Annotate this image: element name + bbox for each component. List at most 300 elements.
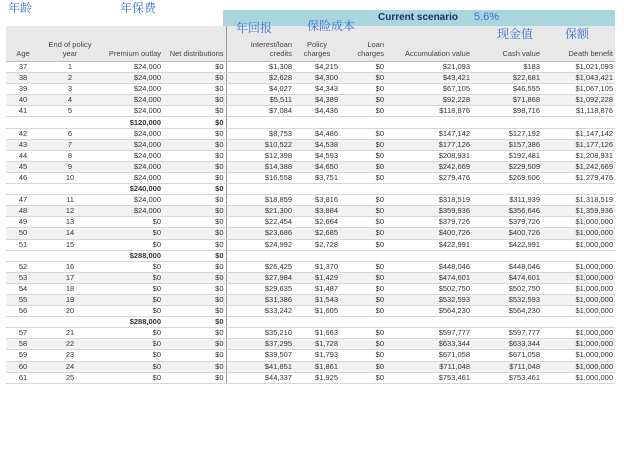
premium-outlay-cell: $0 xyxy=(100,228,163,239)
annotation-cash-value: 现金值 xyxy=(497,27,534,41)
cash-value-cell: $311,939 xyxy=(472,195,542,206)
death-benefit-cell: $1,000,000 xyxy=(542,361,615,372)
cash-value-cell: $183 xyxy=(472,62,542,73)
table-row xyxy=(6,283,615,294)
annotation-interest: 年回报 xyxy=(236,21,273,35)
policy-charges-cell: $4,486 xyxy=(294,128,340,139)
col-header-interest-credits: Interest/loan credits xyxy=(226,26,294,62)
age-cell xyxy=(6,184,40,195)
accumulation-value-cell: $448,046 xyxy=(386,261,472,272)
age-cell: 48 xyxy=(6,206,40,217)
annotation-death-benefit: 保额 xyxy=(565,27,590,41)
net-distributions-cell: $0 xyxy=(163,139,226,150)
accumulation-value-cell: $379,726 xyxy=(386,217,472,228)
policy-year-cell: 2 xyxy=(40,73,100,84)
policy-charges-cell: $2,664 xyxy=(294,217,340,228)
policy-year-cell xyxy=(40,117,100,128)
table-row xyxy=(6,95,615,106)
col-header-cash-value: Cash value xyxy=(472,26,542,62)
interest-credits-cell: $39,507 xyxy=(226,350,294,361)
accumulation-value-cell: $671,058 xyxy=(386,350,472,361)
table-row xyxy=(6,161,615,172)
policy-charges-cell xyxy=(294,317,340,328)
accumulation-value-cell: $67,105 xyxy=(386,84,472,95)
net-distributions-cell: $0 xyxy=(163,217,226,228)
death-benefit-cell: $1,208,931 xyxy=(542,150,615,161)
interest-credits-cell: $7,084 xyxy=(226,106,294,117)
age-cell: 39 xyxy=(6,84,40,95)
policy-charges-cell: $1,370 xyxy=(294,261,340,272)
policy-year-cell: 9 xyxy=(40,161,100,172)
death-benefit-cell: $1,000,000 xyxy=(542,261,615,272)
policy-year-cell xyxy=(40,184,100,195)
policy-charges-cell: $1,543 xyxy=(294,294,340,305)
net-distributions-cell: $0 xyxy=(163,328,226,339)
cash-value-cell: $753,461 xyxy=(472,372,542,383)
death-benefit-cell xyxy=(542,117,615,128)
premium-outlay-cell: $24,000 xyxy=(100,172,163,183)
net-distributions-cell: $0 xyxy=(163,250,226,261)
death-benefit-cell xyxy=(542,184,615,195)
death-benefit-cell: $1,000,000 xyxy=(542,228,615,239)
net-distributions-cell: $0 xyxy=(163,339,226,350)
cash-value-cell: $192,481 xyxy=(472,150,542,161)
loan-charges-cell: $0 xyxy=(340,195,386,206)
net-distributions-cell: $0 xyxy=(163,117,226,128)
net-distributions-cell: $0 xyxy=(163,73,226,84)
loan-charges-cell: $0 xyxy=(340,361,386,372)
policy-charges-cell xyxy=(294,117,340,128)
loan-charges-cell xyxy=(340,117,386,128)
accumulation-value-cell: $92,228 xyxy=(386,95,472,106)
death-benefit-cell: $1,147,142 xyxy=(542,128,615,139)
premium-outlay-cell: $24,000 xyxy=(100,161,163,172)
death-benefit-cell xyxy=(542,317,615,328)
premium-outlay-cell: $0 xyxy=(100,306,163,317)
loan-charges-cell: $0 xyxy=(340,261,386,272)
net-distributions-cell: $0 xyxy=(163,272,226,283)
net-distributions-cell: $0 xyxy=(163,283,226,294)
policy-year-cell: 24 xyxy=(40,361,100,372)
net-distributions-cell: $0 xyxy=(163,372,226,383)
table-header-row xyxy=(6,26,615,62)
scenario-title: Current scenario xyxy=(378,12,459,23)
policy-year-cell: 5 xyxy=(40,106,100,117)
loan-charges-cell xyxy=(340,317,386,328)
age-cell: 50 xyxy=(6,228,40,239)
loan-charges-cell: $0 xyxy=(340,150,386,161)
loan-charges-cell: $0 xyxy=(340,161,386,172)
net-distributions-cell: $0 xyxy=(163,128,226,139)
loan-charges-cell: $0 xyxy=(340,283,386,294)
policy-year-cell: 22 xyxy=(40,339,100,350)
col-header-policy-charges: Policy charges xyxy=(294,26,340,62)
loan-charges-cell: $0 xyxy=(340,139,386,150)
loan-charges-cell: $0 xyxy=(340,73,386,84)
cash-value-cell: $127,192 xyxy=(472,128,542,139)
table-row xyxy=(6,217,615,228)
interest-credits-cell xyxy=(226,317,294,328)
cash-value-cell: $98,716 xyxy=(472,106,542,117)
loan-charges-cell: $0 xyxy=(340,62,386,73)
cash-value-cell: $157,386 xyxy=(472,139,542,150)
accumulation-value-cell xyxy=(386,250,472,261)
interest-credits-cell: $5,511 xyxy=(226,95,294,106)
loan-charges-cell: $0 xyxy=(340,206,386,217)
table-row xyxy=(6,106,615,117)
cash-value-cell: $597,777 xyxy=(472,328,542,339)
table-row xyxy=(6,272,615,283)
subtotal-row xyxy=(6,184,615,195)
policy-year-cell: 21 xyxy=(40,328,100,339)
interest-credits-cell: $33,242 xyxy=(226,306,294,317)
accumulation-value-cell: $177,126 xyxy=(386,139,472,150)
interest-credits-cell: $10,522 xyxy=(226,139,294,150)
policy-charges-cell: $1,861 xyxy=(294,361,340,372)
table-row xyxy=(6,261,615,272)
accumulation-value-cell: $597,777 xyxy=(386,328,472,339)
premium-outlay-cell: $24,000 xyxy=(100,206,163,217)
net-distributions-cell: $0 xyxy=(163,195,226,206)
cash-value-cell: $633,344 xyxy=(472,339,542,350)
premium-outlay-cell: $0 xyxy=(100,217,163,228)
interest-credits-cell: $31,386 xyxy=(226,294,294,305)
policy-year-cell: 12 xyxy=(40,206,100,217)
age-cell: 57 xyxy=(6,328,40,339)
premium-outlay-cell: $288,000 xyxy=(100,250,163,261)
interest-credits-cell: $23,686 xyxy=(226,228,294,239)
policy-charges-cell: $3,751 xyxy=(294,172,340,183)
cash-value-cell: $356,646 xyxy=(472,206,542,217)
loan-charges-cell: $0 xyxy=(340,328,386,339)
policy-charges-cell: $3,884 xyxy=(294,206,340,217)
policy-charges-cell: $4,389 xyxy=(294,95,340,106)
policy-year-cell: 17 xyxy=(40,272,100,283)
policy-charges-cell xyxy=(294,250,340,261)
cash-value-cell: $448,046 xyxy=(472,261,542,272)
interest-credits-cell: $44,337 xyxy=(226,372,294,383)
loan-charges-cell: $0 xyxy=(340,294,386,305)
table-row xyxy=(6,239,615,250)
accumulation-value-cell: $532,593 xyxy=(386,294,472,305)
age-cell xyxy=(6,117,40,128)
premium-outlay-cell: $24,000 xyxy=(100,128,163,139)
interest-credits-cell: $1,308 xyxy=(226,62,294,73)
death-benefit-cell: $1,118,876 xyxy=(542,106,615,117)
table-row xyxy=(6,350,615,361)
accumulation-value-cell: $43,421 xyxy=(386,73,472,84)
loan-charges-cell: $0 xyxy=(340,239,386,250)
policy-charges-cell: $1,663 xyxy=(294,328,340,339)
accumulation-value-cell: $564,230 xyxy=(386,306,472,317)
death-benefit-cell: $1,000,000 xyxy=(542,328,615,339)
cash-value-cell: $229,509 xyxy=(472,161,542,172)
policy-year-cell: 25 xyxy=(40,372,100,383)
premium-outlay-cell: $0 xyxy=(100,339,163,350)
cash-value-cell: $502,750 xyxy=(472,283,542,294)
age-cell: 38 xyxy=(6,73,40,84)
subtotal-row xyxy=(6,117,615,128)
accumulation-value-cell xyxy=(386,117,472,128)
table-row xyxy=(6,361,615,372)
death-benefit-cell: $1,000,000 xyxy=(542,350,615,361)
policy-charges-cell: $1,728 xyxy=(294,339,340,350)
premium-outlay-cell: $24,000 xyxy=(100,139,163,150)
col-header-policy-year: End of policy year xyxy=(40,26,100,62)
policy-year-cell: 3 xyxy=(40,84,100,95)
policy-charges-cell: $4,343 xyxy=(294,84,340,95)
col-header-death-benefit: Death benefit xyxy=(542,26,615,62)
table-row xyxy=(6,84,615,95)
death-benefit-cell xyxy=(542,250,615,261)
accumulation-value-cell: $118,876 xyxy=(386,106,472,117)
premium-outlay-cell: $24,000 xyxy=(100,150,163,161)
premium-outlay-cell: $0 xyxy=(100,361,163,372)
scenario-rate: 5.6% xyxy=(474,11,500,23)
interest-credits-cell xyxy=(226,117,294,128)
policy-year-cell: 10 xyxy=(40,172,100,183)
policy-year-cell: 14 xyxy=(40,228,100,239)
table-row xyxy=(6,228,615,239)
net-distributions-cell: $0 xyxy=(163,150,226,161)
policy-charges-cell: $3,816 xyxy=(294,195,340,206)
interest-credits-cell: $41,851 xyxy=(226,361,294,372)
cash-value-cell: $269,606 xyxy=(472,172,542,183)
age-cell: 43 xyxy=(6,139,40,150)
interest-credits-cell: $21,300 xyxy=(226,206,294,217)
cash-value-cell xyxy=(472,317,542,328)
death-benefit-cell: $1,000,000 xyxy=(542,217,615,228)
accumulation-value-cell: $400,726 xyxy=(386,228,472,239)
interest-credits-cell: $29,635 xyxy=(226,283,294,294)
accumulation-value-cell: $147,142 xyxy=(386,128,472,139)
cash-value-cell: $71,868 xyxy=(472,95,542,106)
death-benefit-cell: $1,021,093 xyxy=(542,62,615,73)
interest-credits-cell: $27,984 xyxy=(226,272,294,283)
policy-year-cell: 15 xyxy=(40,239,100,250)
net-distributions-cell: $0 xyxy=(163,206,226,217)
policy-charges-cell: $4,300 xyxy=(294,73,340,84)
premium-outlay-cell: $0 xyxy=(100,261,163,272)
premium-outlay-cell: $288,000 xyxy=(100,317,163,328)
premium-outlay-cell: $120,000 xyxy=(100,117,163,128)
cash-value-cell xyxy=(472,184,542,195)
policy-charges-cell: $4,436 xyxy=(294,106,340,117)
accumulation-value-cell: $242,669 xyxy=(386,161,472,172)
policy-charges-cell: $1,925 xyxy=(294,372,340,383)
annotation-charges: 保险成本 xyxy=(307,19,356,33)
age-cell: 44 xyxy=(6,150,40,161)
death-benefit-cell: $1,000,000 xyxy=(542,372,615,383)
net-distributions-cell: $0 xyxy=(163,317,226,328)
policy-charges-cell: $4,538 xyxy=(294,139,340,150)
net-distributions-cell: $0 xyxy=(163,361,226,372)
interest-credits-cell: $2,628 xyxy=(226,73,294,84)
loan-charges-cell: $0 xyxy=(340,106,386,117)
death-benefit-cell: $1,177,126 xyxy=(542,139,615,150)
net-distributions-cell: $0 xyxy=(163,106,226,117)
col-header-loan-charges: Loan charges xyxy=(340,26,386,62)
scenario-header-band xyxy=(223,10,615,26)
subtotal-row xyxy=(6,317,615,328)
premium-outlay-cell: $0 xyxy=(100,272,163,283)
premium-outlay-cell: $0 xyxy=(100,239,163,250)
table-row xyxy=(6,139,615,150)
policy-year-cell: 19 xyxy=(40,294,100,305)
age-cell: 40 xyxy=(6,95,40,106)
subtotal-row xyxy=(6,250,615,261)
loan-charges-cell: $0 xyxy=(340,350,386,361)
policy-year-cell: 1 xyxy=(40,62,100,73)
accumulation-value-cell: $474,601 xyxy=(386,272,472,283)
cash-value-cell: $46,555 xyxy=(472,84,542,95)
age-cell: 61 xyxy=(6,372,40,383)
policy-charges-cell: $1,605 xyxy=(294,306,340,317)
age-cell: 47 xyxy=(6,195,40,206)
premium-outlay-cell: $24,000 xyxy=(100,95,163,106)
loan-charges-cell: $0 xyxy=(340,172,386,183)
death-benefit-cell: $1,000,000 xyxy=(542,272,615,283)
interest-credits-cell: $12,398 xyxy=(226,150,294,161)
death-benefit-cell: $1,000,000 xyxy=(542,339,615,350)
policy-year-cell: 8 xyxy=(40,150,100,161)
table-row xyxy=(6,206,615,217)
age-cell: 60 xyxy=(6,361,40,372)
loan-charges-cell: $0 xyxy=(340,128,386,139)
policy-charges-cell: $4,215 xyxy=(294,62,340,73)
premium-outlay-cell: $24,000 xyxy=(100,62,163,73)
death-benefit-cell: $1,279,476 xyxy=(542,172,615,183)
policy-year-cell: 18 xyxy=(40,283,100,294)
death-benefit-cell: $1,000,000 xyxy=(542,306,615,317)
accumulation-value-cell: $359,936 xyxy=(386,206,472,217)
policy-year-cell: 7 xyxy=(40,139,100,150)
table-row xyxy=(6,294,615,305)
policy-year-cell xyxy=(40,317,100,328)
premium-outlay-cell: $24,000 xyxy=(100,195,163,206)
accumulation-value-cell: $633,344 xyxy=(386,339,472,350)
premium-outlay-cell: $0 xyxy=(100,294,163,305)
death-benefit-cell: $1,092,228 xyxy=(542,95,615,106)
interest-credits-cell: $14,388 xyxy=(226,161,294,172)
policy-charges-cell: $1,487 xyxy=(294,283,340,294)
age-cell: 56 xyxy=(6,306,40,317)
premium-outlay-cell: $24,000 xyxy=(100,73,163,84)
premium-outlay-cell: $0 xyxy=(100,283,163,294)
policy-charges-cell: $2,685 xyxy=(294,228,340,239)
col-header-age: Age xyxy=(6,26,40,62)
premium-outlay-cell: $240,000 xyxy=(100,184,163,195)
loan-charges-cell: $0 xyxy=(340,84,386,95)
accumulation-value-cell: $21,093 xyxy=(386,62,472,73)
death-benefit-cell: $1,000,000 xyxy=(542,239,615,250)
loan-charges-cell: $0 xyxy=(340,95,386,106)
age-cell: 45 xyxy=(6,161,40,172)
policy-year-cell: 6 xyxy=(40,128,100,139)
table-row xyxy=(6,306,615,317)
death-benefit-cell: $1,242,669 xyxy=(542,161,615,172)
net-distributions-cell: $0 xyxy=(163,84,226,95)
death-benefit-cell: $1,043,421 xyxy=(542,73,615,84)
loan-charges-cell: $0 xyxy=(340,339,386,350)
net-distributions-cell: $0 xyxy=(163,239,226,250)
net-distributions-cell: $0 xyxy=(163,95,226,106)
table-row xyxy=(6,172,615,183)
age-cell: 41 xyxy=(6,106,40,117)
premium-outlay-cell: $24,000 xyxy=(100,84,163,95)
interest-credits-cell: $35,210 xyxy=(226,328,294,339)
accumulation-value-cell: $208,931 xyxy=(386,150,472,161)
cash-value-cell: $422,991 xyxy=(472,239,542,250)
cash-value-cell: $564,230 xyxy=(472,306,542,317)
table-row xyxy=(6,73,615,84)
cash-value-cell: $22,681 xyxy=(472,73,542,84)
policy-charges-cell: $4,593 xyxy=(294,150,340,161)
loan-charges-cell: $0 xyxy=(340,217,386,228)
accumulation-value-cell: $711,048 xyxy=(386,361,472,372)
policy-illustration-table xyxy=(6,26,615,384)
cash-value-cell: $379,726 xyxy=(472,217,542,228)
death-benefit-cell: $1,359,936 xyxy=(542,206,615,217)
net-distributions-cell: $0 xyxy=(163,62,226,73)
premium-outlay-cell: $0 xyxy=(100,350,163,361)
interest-credits-cell: $37,295 xyxy=(226,339,294,350)
policy-year-cell: 20 xyxy=(40,306,100,317)
age-cell: 51 xyxy=(6,239,40,250)
net-distributions-cell: $0 xyxy=(163,161,226,172)
age-cell: 46 xyxy=(6,172,40,183)
age-cell: 52 xyxy=(6,261,40,272)
loan-charges-cell xyxy=(340,184,386,195)
annotation-age: 年龄 xyxy=(8,1,33,15)
policy-year-cell: 4 xyxy=(40,95,100,106)
interest-credits-cell: $16,558 xyxy=(226,172,294,183)
age-cell: 42 xyxy=(6,128,40,139)
net-distributions-cell: $0 xyxy=(163,228,226,239)
interest-credits-cell xyxy=(226,250,294,261)
table-row xyxy=(6,339,615,350)
age-cell: 58 xyxy=(6,339,40,350)
age-cell: 59 xyxy=(6,350,40,361)
net-distributions-cell: $0 xyxy=(163,184,226,195)
table-row xyxy=(6,150,615,161)
death-benefit-cell: $1,000,000 xyxy=(542,283,615,294)
table-row xyxy=(6,328,615,339)
accumulation-value-cell: $422,991 xyxy=(386,239,472,250)
table-row xyxy=(6,195,615,206)
cash-value-cell xyxy=(472,117,542,128)
table-row xyxy=(6,62,615,73)
net-distributions-cell: $0 xyxy=(163,261,226,272)
col-header-net-distributions: Net distributions xyxy=(163,26,226,62)
death-benefit-cell: $1,318,519 xyxy=(542,195,615,206)
net-distributions-cell: $0 xyxy=(163,350,226,361)
premium-outlay-cell: $0 xyxy=(100,372,163,383)
loan-charges-cell: $0 xyxy=(340,372,386,383)
premium-outlay-cell: $24,000 xyxy=(100,106,163,117)
interest-credits-cell: $26,425 xyxy=(226,261,294,272)
accumulation-value-cell: $502,750 xyxy=(386,283,472,294)
cash-value-cell: $671,058 xyxy=(472,350,542,361)
interest-credits-cell: $8,753 xyxy=(226,128,294,139)
cash-value-cell: $532,593 xyxy=(472,294,542,305)
cash-value-cell xyxy=(472,250,542,261)
age-cell: 55 xyxy=(6,294,40,305)
interest-credits-cell xyxy=(226,184,294,195)
policy-charges-cell: $4,650 xyxy=(294,161,340,172)
premium-outlay-cell: $0 xyxy=(100,328,163,339)
net-distributions-cell: $0 xyxy=(163,306,226,317)
